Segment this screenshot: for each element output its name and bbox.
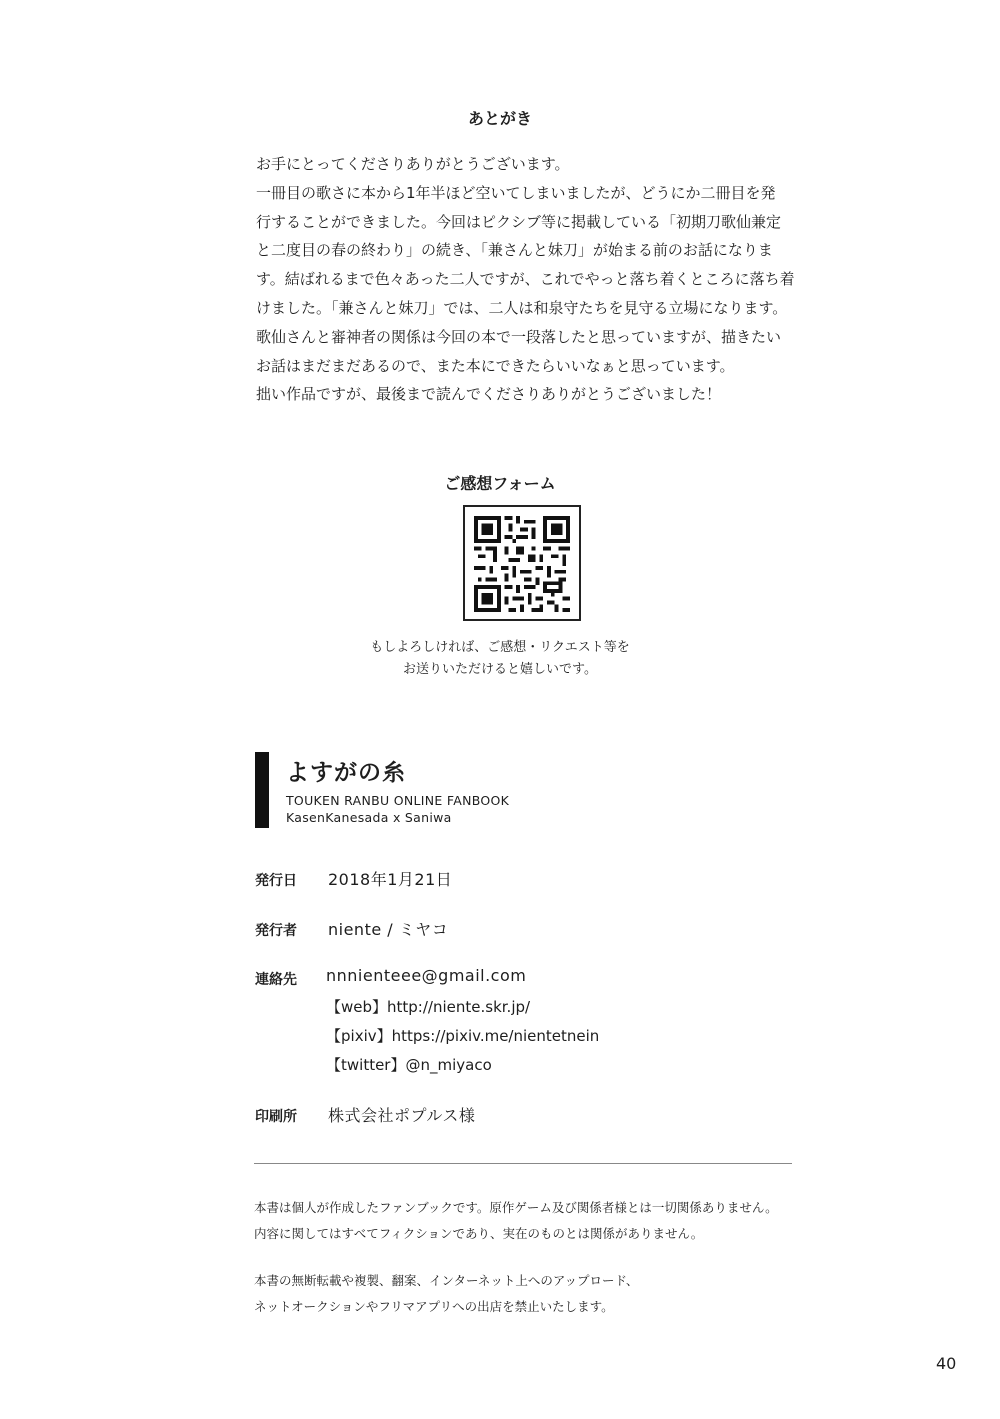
qr-code-pattern [474, 516, 570, 612]
twitter-link[interactable]: 【twitter】@n_miyaco [326, 1056, 492, 1074]
qr-code-icon[interactable] [463, 505, 581, 621]
printer-value: 株式会社ポプルス様 [328, 1106, 476, 1125]
notice-line: 内容に関してはすべてフィクションであり、実在のものとは関係がありません。 [254, 1226, 704, 1241]
printer-label: 印刷所 [255, 1109, 297, 1125]
afterword-line: けました。「兼さんと妹刀」では、二人は和泉守たちを見守る立場になります。 [256, 298, 788, 317]
contact-label: 連絡先 [255, 972, 297, 988]
afterword-line: 一冊目の歌さに本から1年半ほど空いてしまいましたが、どうにか二冊目を発 [256, 183, 776, 202]
feedback-note-line: もしよろしければ、ご感想・リクエスト等を [370, 640, 630, 655]
web-link[interactable]: 【web】http://niente.skr.jp/ [326, 998, 531, 1016]
afterword-line: す。結ばれるまで色々あった二人ですが、これでやっと落ち着くところに落ち着 [256, 270, 795, 289]
afterword-line: 拙い作品ですが、最後まで読んでくださりありがとうございました！ [256, 385, 722, 404]
feedback-title: ご感想フォーム [444, 474, 556, 493]
afterword-body [256, 150, 816, 409]
afterword-line: 歌仙さんと審神者の関係は今回の本で一段落したと思っていますが、描きたい [256, 327, 782, 346]
book-title: よすがの糸 [286, 760, 406, 786]
title-accent-bar [255, 752, 269, 828]
afterword-title: あとがき [467, 109, 532, 128]
book-pairing: KasenKanesada x Saniwa [286, 810, 452, 825]
book-subtitle: TOUKEN RANBU ONLINE FANBOOK [286, 793, 510, 808]
afterword-line: お手にとってくださりありがとうございます。 [256, 155, 570, 173]
notice-line: 本書は個人が作成したファンブックです。原作ゲーム及び関係者様とは一切関係ありません。 [254, 1200, 778, 1215]
copyright-notice [254, 1268, 638, 1320]
page-number: 40 [936, 1354, 957, 1373]
notice-line: ネットオークションやフリマアプリへの出店を禁止いたします。 [254, 1299, 614, 1314]
date-label: 発行日 [255, 873, 297, 889]
publisher-value: niente / ミヤコ [328, 920, 449, 939]
contact-email-link[interactable]: nnnienteee@gmail.com [326, 966, 527, 985]
afterword-line: お話はまだまだあるので、また本にできたらいいなぁと思っています。 [256, 356, 735, 375]
notice-line: 本書の無断転載や複製、翻案、インターネット上へのアップロード、 [254, 1273, 639, 1288]
pixiv-link[interactable]: 【pixiv】https://pixiv.me/nientetnein [326, 1027, 600, 1045]
feedback-note-line: お送りいただけると嬉しいです。 [403, 662, 597, 677]
feedback-note [0, 637, 1000, 681]
disclaimer-notice [254, 1195, 778, 1247]
publisher-label: 発行者 [255, 923, 297, 939]
section-divider [254, 1163, 792, 1164]
date-value: 2018年1月21日 [328, 870, 453, 889]
afterword-line: 行することができました。今回はピクシブ等に掲載している「初期刀歌仙兼定 [256, 212, 782, 231]
afterword-line: と二度目の春の終わり」の続き、「兼さんと妹刀」が始まる前のお話になりま [256, 241, 773, 260]
